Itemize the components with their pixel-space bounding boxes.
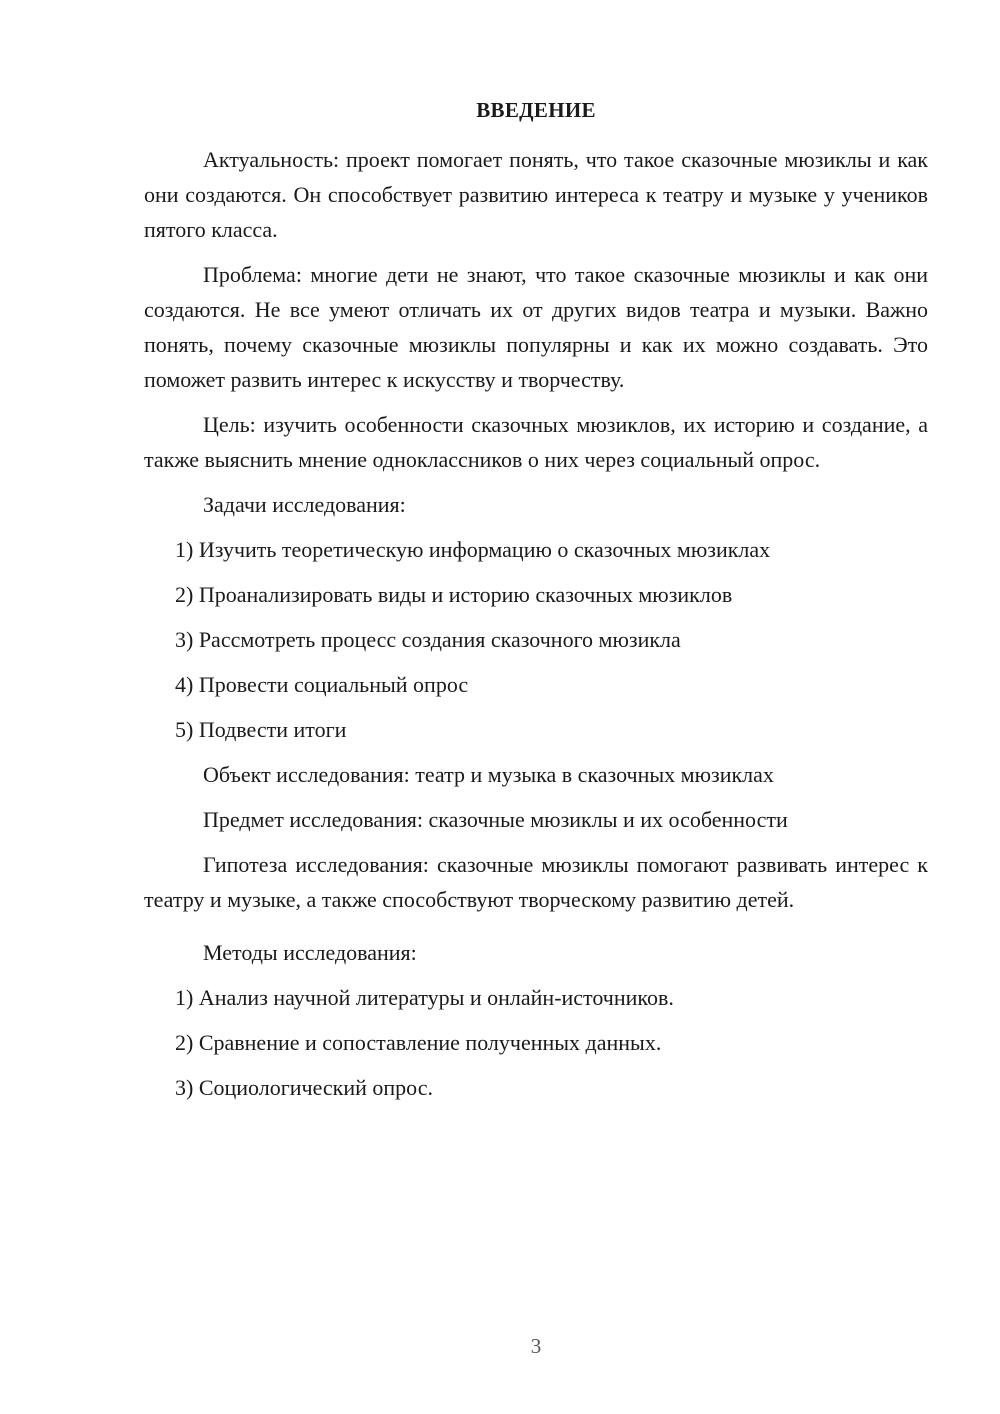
list-item: 5) Подвести итоги — [175, 717, 347, 742]
methods-list — [144, 980, 928, 1105]
goal-paragraph: Цель: изучить особенности сказочных мюзиклов, их историю и создание, а также выяснить мнение одноклассников о них через социальный опрос. — [144, 412, 928, 472]
methods-label: Методы исследования: — [203, 940, 417, 965]
list-item: 2) Сравнение и сопоставление полученных данных. — [175, 1030, 662, 1055]
problem-paragraph: Проблема: многие дети не знают, что такое сказочные мюзиклы и как они создаются. Не все умеют отличать их от других видов театра и музыки. Важно понять, почему сказочные мюзиклы популярны и как их можно создавать. Это поможет развить интерес к искусству и творчеству. — [144, 262, 928, 392]
list-item: 3) Социологический опрос. — [175, 1075, 433, 1100]
list-item: 1) Изучить теоретическую информацию о сказочных мюзиклах — [175, 537, 771, 562]
hypothesis-paragraph: Гипотеза исследования: сказочные мюзиклы помогают развивать интерес к театру и музыке, а также способствуют творческому развитию детей. — [144, 852, 928, 912]
list-item: 2) Проанализировать виды и историю сказочных мюзиклов — [175, 582, 733, 607]
tasks-list — [144, 532, 928, 747]
subject-line: Предмет исследования: сказочные мюзиклы и их особенности — [203, 807, 788, 832]
list-item: 3) Рассмотреть процесс создания сказочного мюзикла — [175, 627, 681, 652]
list-item: 4) Провести социальный опрос — [175, 672, 469, 697]
object-line: Объект исследования: театр и музыка в сказочных мюзиклах — [203, 762, 774, 787]
tasks-label: Задачи исследования: — [203, 492, 406, 517]
section-title: ВВЕДЕНИЕ — [476, 98, 596, 122]
relevance-paragraph: Актуальность: проект помогает понять, что такое сказочные мюзиклы и как они создаются. Он способствует развитию интереса к театру и музыке у учеников пятого класса. — [144, 147, 928, 242]
list-item: 1) Анализ научной литературы и онлайн-источников. — [175, 985, 674, 1010]
document-body — [144, 142, 928, 1115]
page-number: 3 — [530, 1334, 542, 1358]
